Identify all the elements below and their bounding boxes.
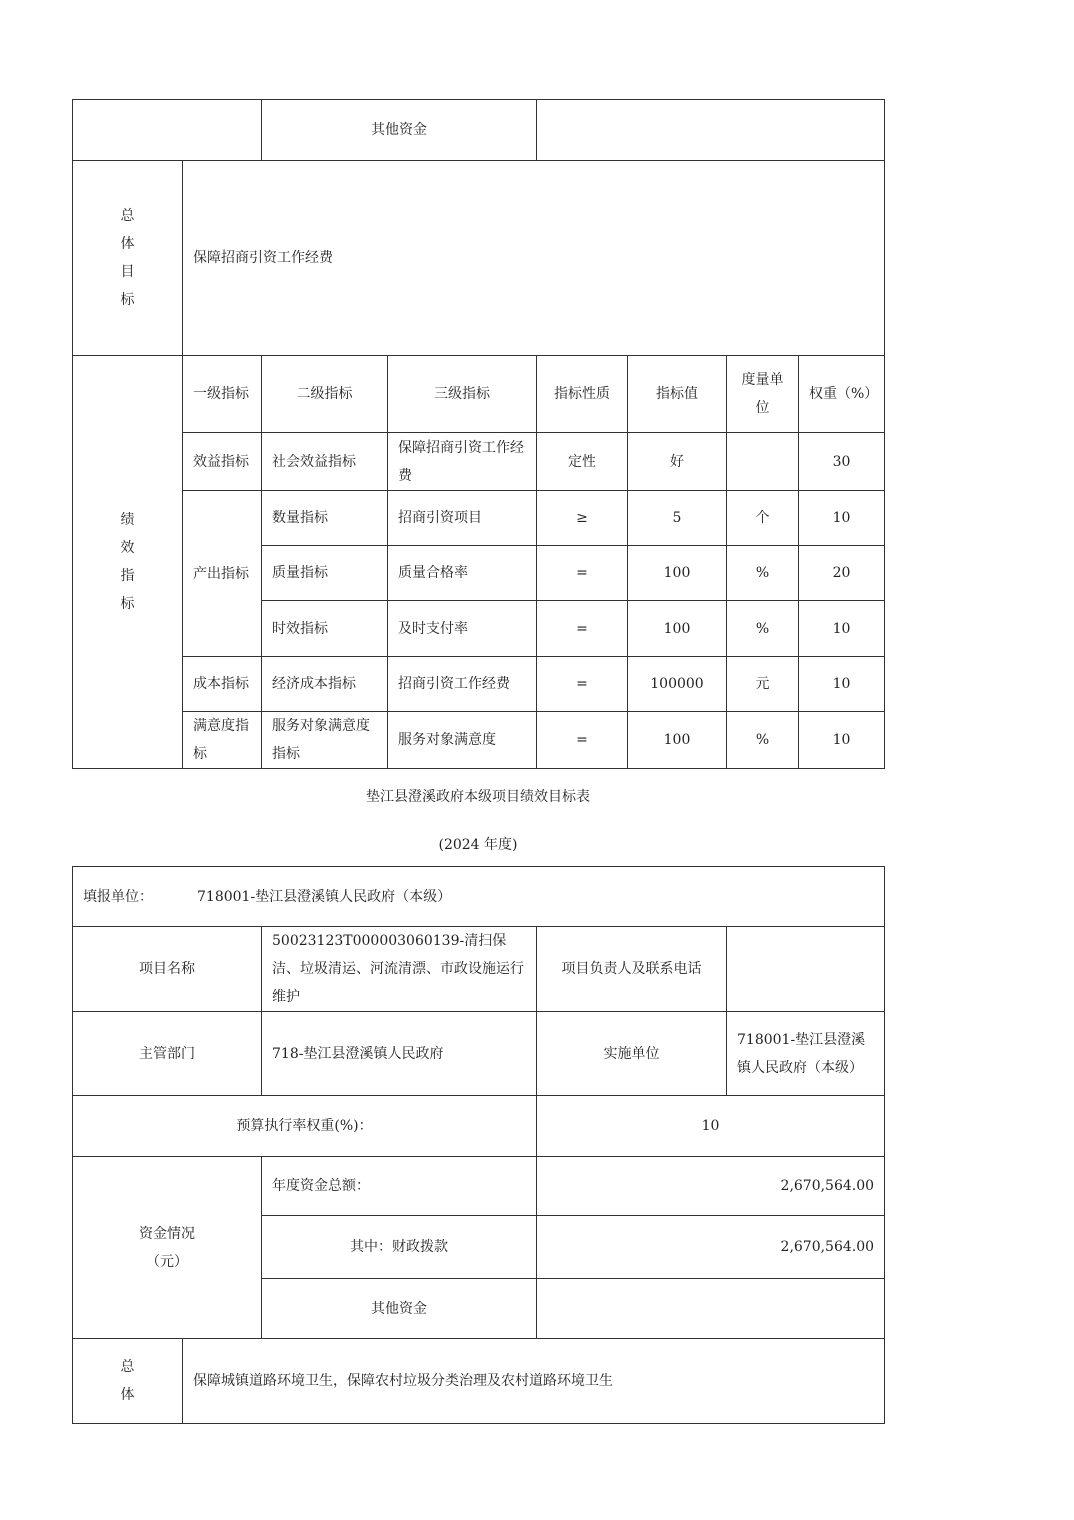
fiscal-appropriation-value: 2,670,564.00 [537,1216,885,1279]
header-nature: 指标性质 [537,356,628,433]
other-funds-label: 其他资金 [262,100,537,161]
unit-cell: % [727,712,799,769]
level3-cell: 保障招商引资工作经费 [388,433,537,491]
level2-cell: 质量指标 [262,546,388,601]
other-funds-value [537,1279,885,1339]
weight-cell: 30 [799,433,885,491]
performance-table-2 [72,866,885,1424]
level1-cell: 效益指标 [183,433,262,491]
other-funds-label: 其他资金 [262,1279,537,1339]
level2-cell: 服务对象满意度指标 [262,712,388,769]
level3-cell: 质量合格率 [388,546,537,601]
nature-cell: = [537,601,628,657]
weight-cell: 10 [799,601,885,657]
value-cell: 100 [628,546,727,601]
empty-cell [73,100,262,161]
table-row [73,433,885,491]
nature-cell: 定性 [537,433,628,491]
nature-cell: = [537,657,628,712]
unit-cell: 元 [727,657,799,712]
header-unit: 度量单位 [727,356,799,433]
unit-cell: 个 [727,491,799,546]
nature-cell: = [537,712,628,769]
level3-cell: 招商引资项目 [388,491,537,546]
contact-value [727,927,885,1012]
value-cell: 5 [628,491,727,546]
unit-cell: % [727,546,799,601]
value-cell: 好 [628,433,727,491]
level1-cell: 成本指标 [183,657,262,712]
table-row [73,657,885,712]
reporting-unit-value: 718001-垫江县澄溪镇人民政府（本级） [197,888,452,905]
other-funds-value [537,100,885,161]
budget-weight-value: 10 [537,1096,885,1157]
header-value: 指标值 [628,356,727,433]
overall-goal-text: 保障城镇道路环境卫生，保障农村垃圾分类治理及农村道路环境卫生 [183,1339,885,1424]
header-level2: 二级指标 [262,356,388,433]
department-value: 718-垫江县澄溪镇人民政府 [262,1012,537,1096]
project-name-label: 项目名称 [73,927,262,1012]
overall-goal-label: 总 体 目 标 [73,161,183,356]
document-year: (2024 年度) [438,837,518,853]
weight-cell: 10 [799,712,885,769]
contact-label: 项目负责人及联系电话 [537,927,727,1012]
nature-cell: = [537,546,628,601]
weight-cell: 10 [799,491,885,546]
value-cell: 100000 [628,657,727,712]
department-label: 主管部门 [73,1012,262,1096]
value-cell: 100 [628,712,727,769]
performance-indicator-label: 绩 效 指 标 [73,356,183,769]
level3-cell: 招商引资工作经费 [388,657,537,712]
annual-total-value: 2,670,564.00 [537,1157,885,1216]
budget-weight-label: 预算执行率权重(%)： [73,1096,537,1157]
level2-cell: 时效指标 [262,601,388,657]
overall-goal-label: 总 体 [73,1339,183,1424]
value-cell: 100 [628,601,727,657]
level2-cell: 数量指标 [262,491,388,546]
performance-table-1 [72,99,885,769]
header-weight: 权重（%） [799,356,885,433]
level1-cell: 满意度指标 [183,712,262,769]
implementing-unit-label: 实施单位 [537,1012,727,1096]
weight-cell: 10 [799,657,885,712]
level3-cell: 服务对象满意度 [388,712,537,769]
overall-goal-text: 保障招商引资工作经费 [183,161,885,356]
nature-cell: ≥ [537,491,628,546]
unit-cell: % [727,601,799,657]
table-row [73,712,885,769]
level1-cell: 产出指标 [183,491,262,657]
project-name-value: 50023123T000003060139-清扫保洁、垃圾清运、河流清漂、市政设施运行维护 [262,927,537,1012]
level2-cell: 社会效益指标 [262,433,388,491]
weight-cell: 20 [799,546,885,601]
fiscal-appropriation-label: 其中：财政拨款 [262,1216,537,1279]
annual-total-label: 年度资金总额： [262,1157,537,1216]
level3-cell: 及时支付率 [388,601,537,657]
unit-cell [727,433,799,491]
level2-cell: 经济成本指标 [262,657,388,712]
document-title: 垫江县澄溪政府本级项目绩效目标表 [366,789,590,805]
header-level3: 三级指标 [388,356,537,433]
header-level1: 一级指标 [183,356,262,433]
funds-label: 资金情况 （元） [73,1157,262,1339]
reporting-unit-label: 填报单位： [83,888,153,905]
implementing-unit-value: 718001-垫江县澄溪镇人民政府（本级） [727,1012,885,1096]
table-row [73,491,885,546]
reporting-unit-row [73,867,885,927]
